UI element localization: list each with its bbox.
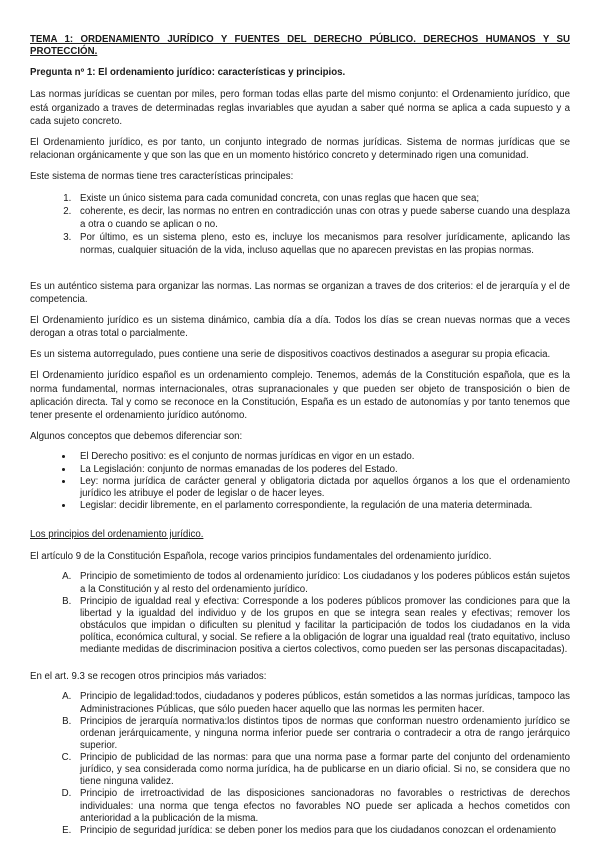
paragraph: En el art. 9.3 se recogen otros principios más variados: (30, 671, 267, 683)
article9-principles-list (30, 571, 570, 656)
list-item: 3. Por último, es un sistema pleno, esto es, incluye los mecanismos para resolver jurídicamente, aplicando las normas, cualquier situación de la vida, incluso aquellas que no aparecen previstas en las propias normas. (74, 231, 570, 257)
list-item: • La Legislación: conjunto de normas emanadas de los poderes del Estado. (74, 464, 570, 476)
list-item: D. Principio de irretroactividad de las disposiciones sancionadoras no favorables o restrictivas de derechos individuales: una norma que tenga efectos no favorables NO puede ser aplicada a hechos cometidos con anterioridad a la publicación de la misma. (74, 788, 570, 824)
list-item: B. Principios de jerarquía normativa:los distintos tipos de normas que conforman nuestro ordenamiento jurídico se ordenan jerárquicamente, y ninguna norma inferior puede ser contraria o contradecir a otra de rango jerárquico superior. (74, 716, 570, 752)
list-item: 2. coherente, es decir, las normas no entren en contradicción unas con otras y puede saberse cuando una desplaza a otra o cuando se aplican o no. (74, 205, 570, 231)
list-item: B. Principio de igualdad real y efectiva: Corresponde a los poderes públicos promover las condiciones para que la libertad y la igualdad del individuo y de los grupos en que se integra sean reales y efectivas; remover los obstáculos que impidan o dificulten su plenitud y facilitar la participación de todos los ciudadanos en la vida política, económica cultural, y social. Se refiere a la obligación de lograr una igualdad real (trato equitativo, incluso mediante medidas de discriminacion positiva a ciertos colectivos, como pueden ser las personas discapacitadas). (74, 596, 570, 657)
concepts-list (30, 451, 570, 512)
paragraph: El Ordenamiento jurídico, es por tanto, un conjunto integrado de normas jurídicas. Sistema de normas jurídicas que se relacionan orgánicamente y que son las que en un momento histórico concreto y determinado rigen una comunidad. (30, 137, 570, 162)
page-title: TEMA 1: ORDENAMIENTO JURÍDICO Y FUENTES DEL DERECHO PÚBLICO. DERECHOS HUMANOS Y SU PROTECCIÓN. (30, 34, 570, 57)
paragraph: Algunos conceptos que debemos diferenciar son: (30, 431, 243, 443)
paragraph: Este sistema de normas tiene tres características principales: (30, 171, 294, 183)
list-item: A. Principio de legalidad:todos, ciudadanos y poderes públicos, están sometidos a las normas jurídicas, tampoco las Administraciones Públicas, que sólo pueden hacer aquello que las normas les permiten hacer. (74, 691, 570, 715)
paragraph: Es un auténtico sistema para organizar las normas. Las normas se organizan a traves de dos criterios: el de jerarquía y el de competencia. (30, 280, 570, 305)
list-item: • El Derecho positivo: es el conjunto de normas jurídicas en vigor en un estado. (74, 451, 570, 463)
characteristics-list (30, 192, 570, 258)
article93-principles-list (30, 691, 570, 837)
paragraph: Las normas jurídicas se cuentan por miles, pero forman todas ellas parte del mismo conjunto: el Ordenamiento jurídico, que está organizado a traves de determinadas reglas invariables que ayudan a saber qué norma se aplica a cada supuesto y a cada sujeto concreto. (30, 89, 570, 127)
list-item: E. Principio de seguridad jurídica: se deben poner los medios para que los ciudadanos conozcan el ordenamiento (74, 825, 570, 837)
section-heading: Los principios del ordenamiento jurídico. (30, 529, 204, 541)
paragraph: El artículo 9 de la Constitución Española, recoge varios principios fundamentales del ordenamiento jurídico. (30, 551, 492, 563)
list-item: • Legislar: decidir libremente, en el parlamento correspondiente, la regulación de una materia determinada. (74, 500, 570, 512)
paragraph: Es un sistema autorregulado, pues contiene una serie de dispositivos coactivos destinados a asegurar su propia eficacia. (30, 349, 551, 361)
paragraph: El Ordenamiento jurídico español es un ordenamiento complejo. Tenemos, además de la Constitución española, que es la norma fundamental, normas internacionales, otras supranacionales y que pueden ser objeto de transposición o bien de aplicación directa. Tal y como se reconoce en la Constitución, España es un estado de autonomías y por tanto tenemos que tener presente el ordenamiento jurídico autónomo. (30, 370, 570, 422)
list-item: 1. Existe un único sistema para cada comunidad concreta, con unas reglas que hacen que sea; (74, 192, 570, 205)
question-heading: Pregunta nº 1: El ordenamiento jurídico: características y principios. (30, 67, 346, 79)
list-item: C. Principio de publicidad de las normas: para que una norma pase a formar parte del conjunto del ordenamiento jurídico, y sea considerada como norma jurídica, ha de publicarse en un diario oficial. Si no, se considera que no tiene ninguna validez. (74, 752, 570, 788)
list-item: A. Principio de sometimiento de todos al ordenamiento jurídico: Los ciudadanos y los poderes públicos están sujetos a la Constitución y al resto del ordenamiento jurídico. (74, 571, 570, 595)
paragraph: El Ordenamiento jurídico es un sistema dinámico, cambia día a día. Todos los días se crean nuevas normas que a veces derogan a otras total o parcialmente. (30, 314, 570, 340)
list-item: • Ley: norma jurídica de carácter general y obligatoria dictada por aquellos órganos a los que el ordenamiento jurídico les atribuye el poder de legislar o de hacer leyes. (74, 476, 570, 500)
spacer (30, 266, 570, 280)
